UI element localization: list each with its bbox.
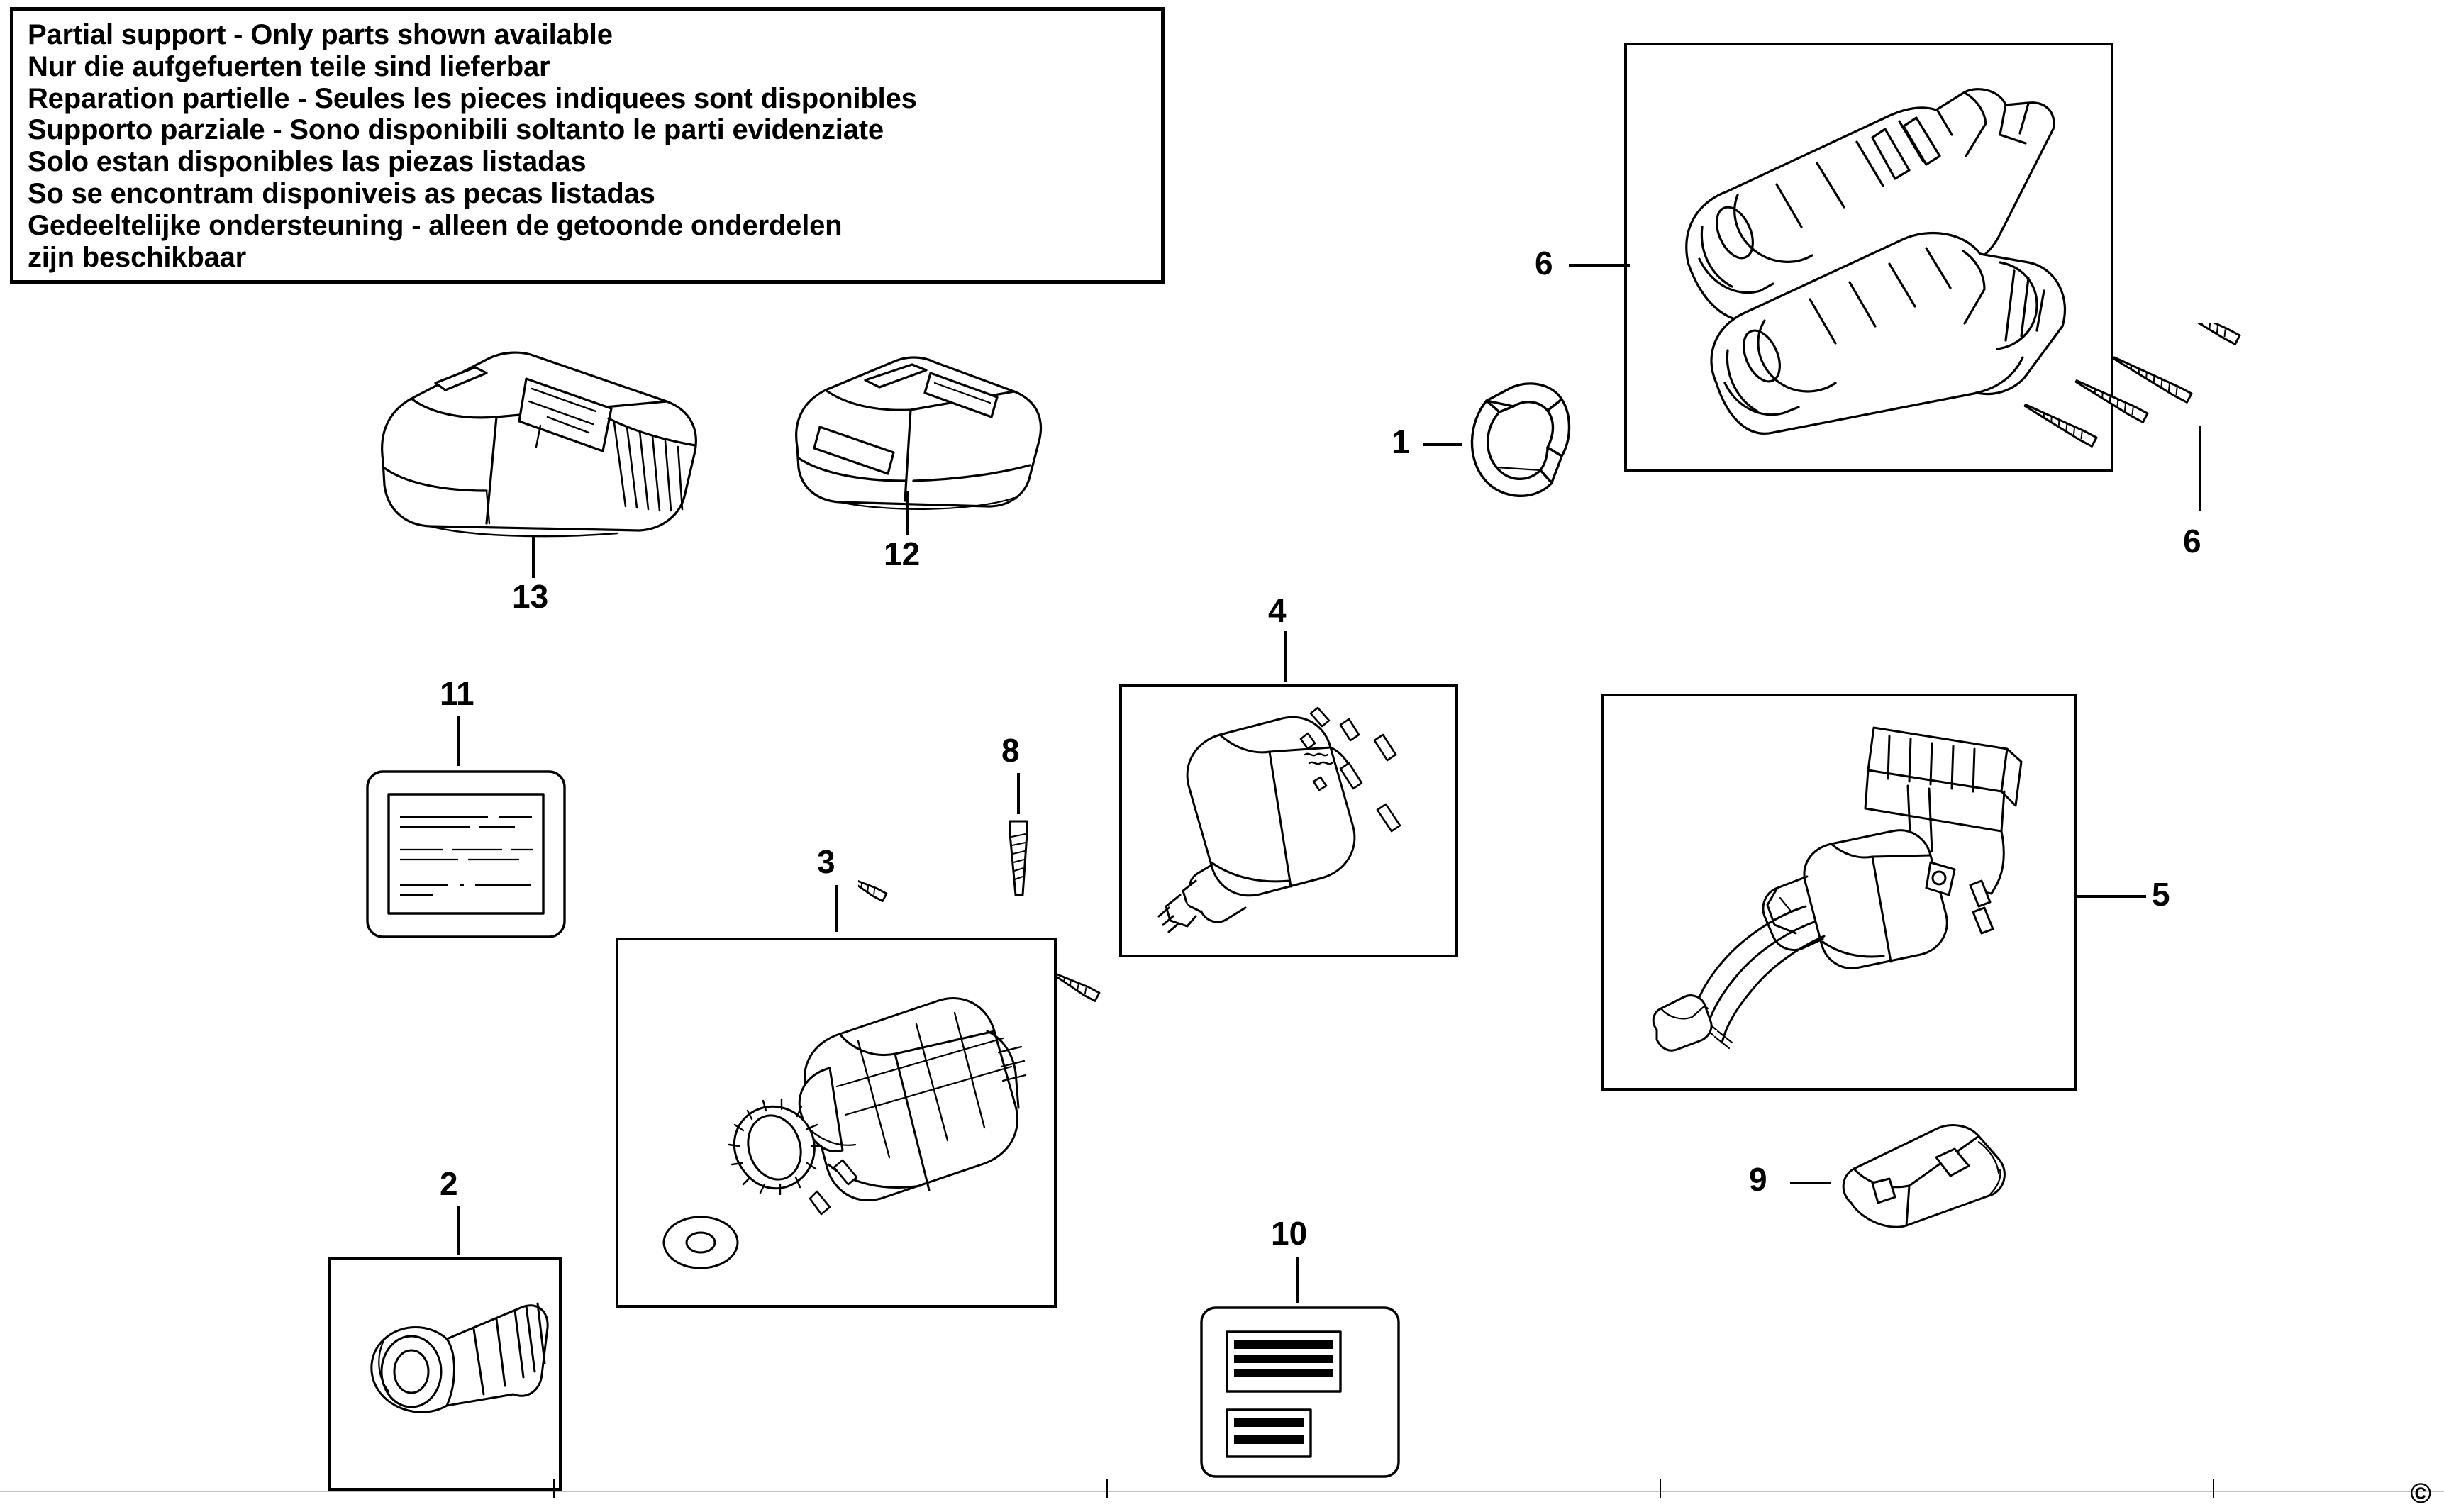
callout-12: 12 (884, 535, 921, 572)
leader-11 (457, 716, 460, 766)
leader-6b (2199, 426, 2201, 511)
leader-12 (906, 491, 909, 535)
leader-4 (1284, 631, 1287, 682)
bottom-tick (2213, 1479, 2214, 1498)
callout-3: 3 (817, 843, 835, 880)
notice-line-nl-1: Gedeeltelijke ondersteuning - alleen de getoonde onderdelen (28, 209, 843, 241)
clamp-collar-art (1461, 379, 1582, 504)
notice-line-pt: So se encontram disponiveis as pecas listadas (28, 177, 655, 209)
switch-wiring-art (1610, 702, 2068, 1082)
battery-charger-art (362, 333, 709, 553)
callout-8: 8 (1001, 732, 1020, 769)
leader-13 (532, 535, 535, 578)
belt-hook-art (1830, 1118, 2021, 1238)
bottom-tick (553, 1479, 555, 1498)
notice-line-fr: Reparation partielle - Seules les pieces indiquees sont disponibles (28, 82, 917, 114)
callout-4: 4 (1268, 592, 1287, 629)
partial-support-notice (10, 7, 1165, 284)
screw-set-art (1957, 323, 2255, 560)
warning-label-art (363, 767, 569, 941)
notice-line-de: Nur die aufgefuerten teile sind lieferbar (28, 50, 550, 82)
callout-5: 5 (2152, 876, 2170, 913)
notice-line-en: Partial support - Only parts shown available (28, 19, 613, 50)
gearbox-loose-screws (858, 879, 1113, 1035)
copyright-symbol: © (2410, 1478, 2431, 1509)
leader-5 (2077, 895, 2146, 898)
bottom-tick (1106, 1479, 1108, 1498)
callout-2: 2 (440, 1165, 458, 1202)
instruction-manual-art (1197, 1303, 1403, 1481)
leader-8 (1017, 773, 1020, 814)
leader-1 (1423, 443, 1462, 446)
bottom-tick (1660, 1479, 1661, 1498)
leader-9 (1790, 1182, 1831, 1184)
notice-line-es: Solo estan disponibles las piezas listadas (28, 146, 587, 178)
callout-6-housing: 6 (1535, 245, 1553, 282)
callout-9: 9 (1749, 1161, 1767, 1198)
callout-6-screws: 6 (2183, 523, 2201, 560)
bottom-rule (0, 1491, 2444, 1492)
callout-13: 13 (512, 578, 549, 615)
leader-10 (1296, 1257, 1299, 1303)
chuck-assembly-art (335, 1264, 555, 1484)
notice-line-it: Supporto parziale - Sono disponibili soltanto le parti evidenziate (28, 114, 884, 146)
motor-assembly-art (1128, 695, 1450, 949)
callout-11: 11 (440, 675, 474, 712)
battery-pack-art (780, 348, 1050, 525)
leader-3 (835, 885, 838, 932)
leader-6a (1569, 264, 1630, 267)
leader-2 (457, 1206, 460, 1255)
notice-line-nl-2: zijn beschikbaar (28, 241, 247, 273)
callout-1: 1 (1392, 423, 1410, 460)
callout-10: 10 (1271, 1215, 1308, 1252)
